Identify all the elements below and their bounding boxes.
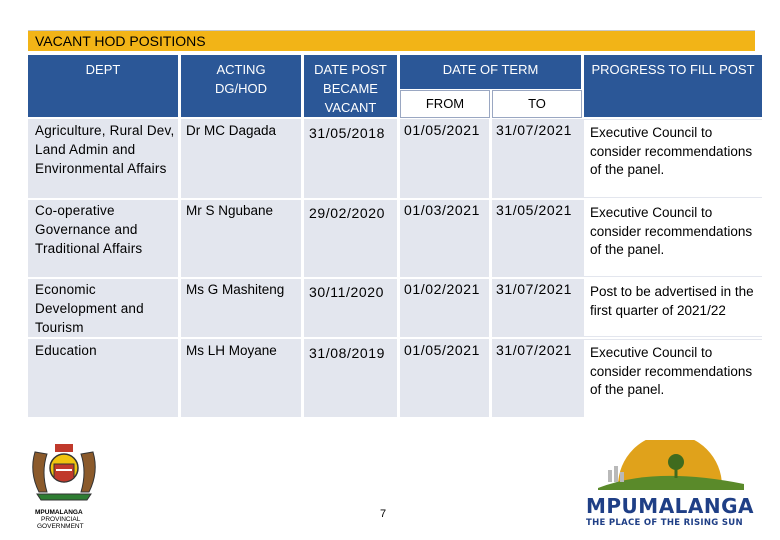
header-dept-label: DEPT (85, 62, 121, 77)
mpumalanga-logo-name: MPUMALANGA (586, 494, 755, 518)
progress-text: Executive Council to consider recommendations of the panel. (590, 345, 753, 397)
page-number: 7 (380, 508, 387, 520)
provincial-logo-line2: PROVINCIAL (41, 516, 81, 523)
rising-sun-icon (584, 440, 756, 490)
column-divider (397, 119, 400, 417)
header-dept (28, 55, 178, 117)
header-date-vacant (304, 55, 397, 117)
header-acting (181, 55, 301, 117)
acting-cell: Ms LH Moyane (186, 343, 277, 358)
provincial-logo-line3: GOVERNMENT (37, 523, 84, 530)
coat-of-arms-icon (25, 442, 103, 504)
progress-cell (584, 120, 762, 197)
header-progress (584, 55, 762, 117)
mpumalanga-logo-tagline: THE PLACE OF THE RISING SUN (586, 518, 743, 528)
header-date-vacant-label: DATE POST BECAME VACANT (314, 62, 387, 115)
to-date-cell: 31/05/2021 (496, 202, 573, 218)
vacant-date-cell: 30/11/2020 (309, 284, 385, 300)
progress-cell (584, 279, 762, 336)
mpumalanga-logo (584, 440, 756, 528)
from-date-cell: 01/05/2021 (404, 342, 481, 358)
page-title: VACANT HOD POSITIONS (35, 33, 206, 49)
dept-cell: Co-operative Governance and Traditional Affairs (35, 203, 143, 256)
acting-cell: Mr S Ngubane (186, 203, 274, 218)
from-date-cell: 01/03/2021 (404, 202, 481, 218)
to-date-cell: 31/07/2021 (496, 281, 573, 297)
header-from: FROM (400, 90, 490, 118)
acting-cell: Ms G Mashiteng (186, 282, 285, 297)
from-date-cell: 01/02/2021 (404, 281, 481, 297)
vacant-date-cell: 29/02/2020 (309, 205, 386, 221)
column-divider (178, 119, 181, 417)
vacant-date-cell: 31/08/2019 (309, 345, 386, 361)
to-date-cell: 31/07/2021 (496, 122, 573, 138)
progress-cell (584, 200, 762, 276)
dept-cell: Agriculture, Rural Dev, Land Admin and Environmental Affairs (35, 123, 175, 176)
from-date-cell: 01/05/2021 (404, 122, 481, 138)
column-divider (489, 119, 492, 417)
title-bar (28, 30, 755, 51)
header-to: TO (492, 90, 582, 118)
acting-cell: Dr MC Dagada (186, 123, 277, 138)
column-divider (301, 119, 304, 417)
header-acting-label: ACTING DG/HOD (215, 62, 267, 96)
header-date-of-term (400, 55, 581, 89)
vacant-date-cell: 31/05/2018 (309, 125, 386, 141)
header-progress-label: PROGRESS TO FILL POST (591, 62, 755, 77)
header-date-of-term-label: DATE OF TERM (442, 62, 539, 77)
progress-text: Post to be advertised in the first quarter of 2021/22 (590, 284, 754, 318)
provincial-logo-line1: MPUMALANGA (35, 509, 83, 516)
dept-cell: Economic Development and Tourism (35, 282, 144, 335)
to-date-cell: 31/07/2021 (496, 342, 573, 358)
dept-cell: Education (35, 343, 97, 358)
provincial-coat-of-arms-logo (25, 442, 103, 530)
progress-text: Executive Council to consider recommendations of the panel. (590, 125, 753, 177)
progress-text: Executive Council to consider recommendations of the panel. (590, 205, 753, 257)
progress-cell (584, 340, 762, 417)
